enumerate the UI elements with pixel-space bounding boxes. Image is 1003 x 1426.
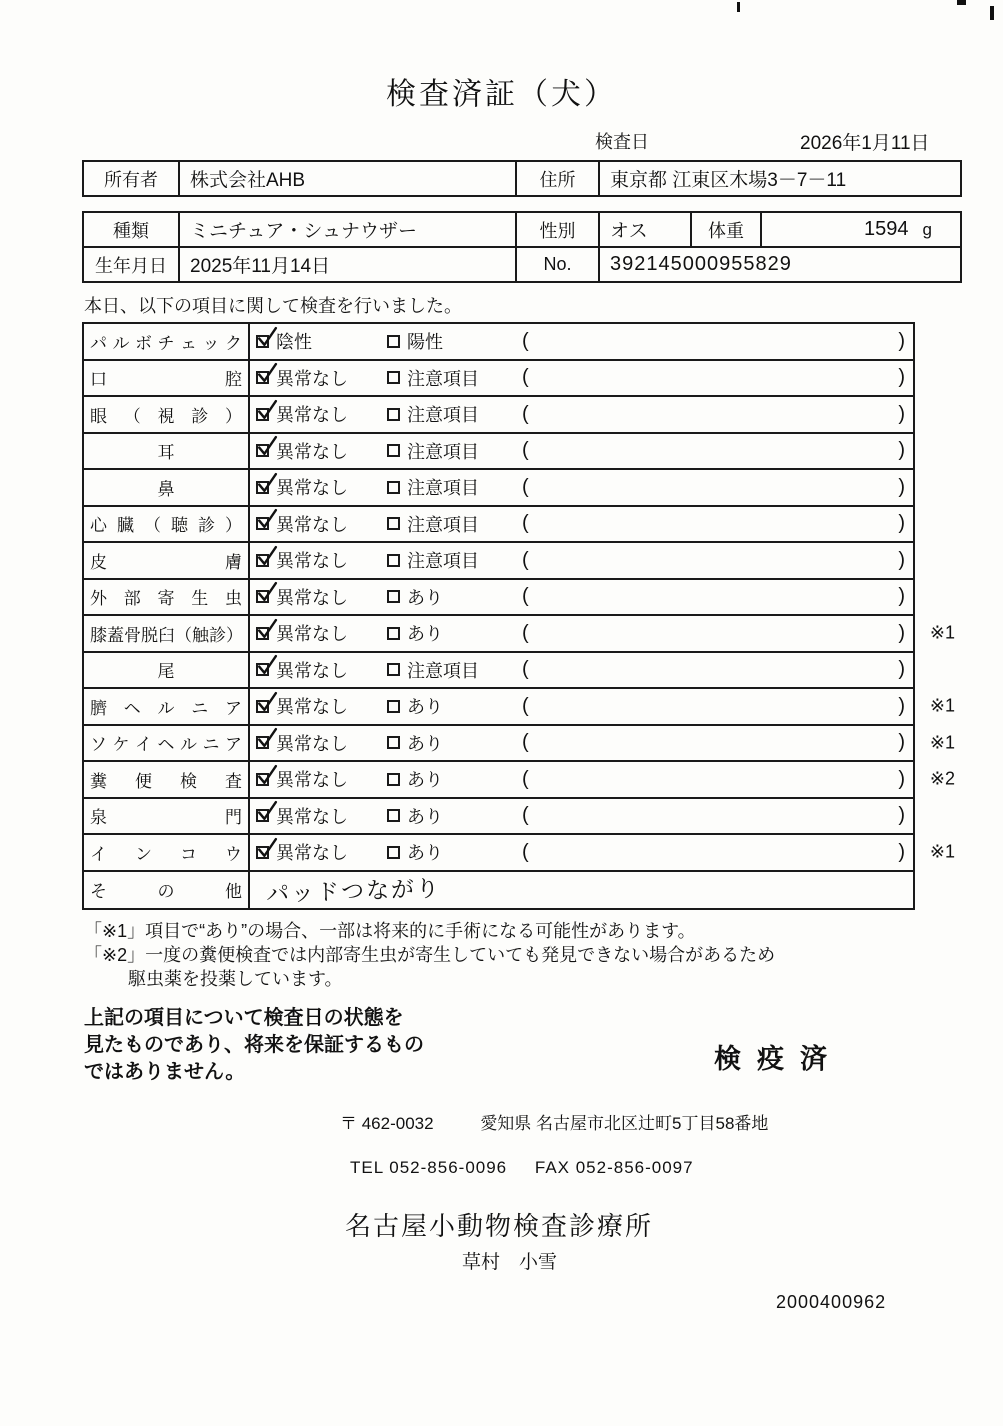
clinic-address: 愛知県 名古屋市北区辻町5丁目58番地 xyxy=(480,1114,769,1133)
pet-table xyxy=(82,211,962,283)
result-option-normal xyxy=(256,474,387,500)
close-paren-label: ) xyxy=(898,658,905,681)
close-paren-label: ) xyxy=(898,329,905,352)
checkbox-checked-icon xyxy=(256,846,269,859)
close-paren-label: ) xyxy=(898,548,905,571)
disclaimer-line3: ではありません。 xyxy=(84,1061,246,1083)
result-option-label: 異常なし xyxy=(276,806,348,827)
result-option-normal xyxy=(256,730,387,756)
result-option-label: 異常なし xyxy=(276,660,348,681)
checkbox-unchecked-icon xyxy=(387,809,400,822)
result-option-label: 陽性 xyxy=(407,332,443,353)
result-option-flag xyxy=(387,438,522,464)
result-option-label: 異常なし xyxy=(276,478,348,499)
result-option-normal xyxy=(256,365,387,391)
scan-artifact xyxy=(990,6,994,20)
result-option-normal xyxy=(256,438,387,464)
open-paren-label: ( xyxy=(522,658,529,681)
no-label: No. xyxy=(516,247,599,282)
open-paren-label: ( xyxy=(522,731,529,754)
result-option-flag xyxy=(387,657,522,683)
checkbox-unchecked-icon xyxy=(387,846,400,859)
checkbox-checked-icon xyxy=(256,663,269,676)
result-option-label: 異常なし xyxy=(276,843,348,864)
item-name: 口 腔 xyxy=(84,361,250,396)
item-result xyxy=(250,872,913,909)
checkbox-checked-icon xyxy=(256,809,269,822)
disclaimer-line1: 上記の項目について検査日の状態を xyxy=(84,1007,404,1029)
birth-label: 生年月日 xyxy=(83,247,179,282)
open-paren-label: ( xyxy=(522,475,529,498)
item-name: そ の 他 xyxy=(84,872,250,909)
footnote-1: 「※1」項目で“あり”の場合、一部は将来的に手術になる可能性があります。 xyxy=(84,921,696,941)
disclaimer-section xyxy=(84,1005,1003,1097)
result-option-normal xyxy=(256,401,387,427)
footnote-2-line2: 駆虫薬を投薬しています。 xyxy=(128,969,343,989)
result-option-flag xyxy=(387,328,522,354)
inspection-row xyxy=(84,726,955,763)
item-result xyxy=(250,397,913,432)
result-option-normal xyxy=(256,328,387,354)
item-result xyxy=(250,653,913,688)
open-paren-label: ( xyxy=(522,402,529,425)
item-result xyxy=(250,507,913,542)
breed-row xyxy=(83,212,961,247)
result-option-label: 陰性 xyxy=(276,332,312,353)
checkbox-unchecked-icon xyxy=(387,371,400,384)
checkbox-unchecked-icon xyxy=(387,481,400,494)
disclaimer-text xyxy=(84,1005,1003,1086)
scan-artifact xyxy=(737,2,740,12)
close-paren-label: ) xyxy=(898,475,905,498)
clinic-postal: 〒 462-0032 xyxy=(340,1114,434,1133)
item-name: 臍 ヘ ル ニ ア xyxy=(84,689,250,724)
open-paren-label: ( xyxy=(522,694,529,717)
item-name: ソ ケ イ ヘ ル ニ ア xyxy=(84,726,250,761)
open-paren-label: ( xyxy=(522,840,529,863)
result-option-label: 異常なし xyxy=(276,405,348,426)
owner-table xyxy=(82,160,962,197)
open-paren-label: ( xyxy=(522,366,529,389)
result-option-flag xyxy=(387,584,522,610)
inspection-date-label: 検査日 xyxy=(595,132,649,152)
inspection-date-value: 2026年1月11日 xyxy=(800,133,930,154)
item-result xyxy=(250,799,913,834)
vet-name: 草村 小雪 xyxy=(462,1252,558,1273)
weight-cell xyxy=(761,212,961,247)
checkbox-unchecked-icon xyxy=(387,335,400,348)
birth-row xyxy=(83,247,961,282)
item-name: 耳 xyxy=(84,434,250,469)
row-footnote-mark: ※1 xyxy=(929,695,955,716)
inspection-row xyxy=(84,653,913,690)
result-option-normal xyxy=(256,693,387,719)
result-option-flag xyxy=(387,547,522,573)
result-option-label: あり xyxy=(407,843,443,864)
result-option-label: 注意項目 xyxy=(407,551,479,572)
weight-unit: g xyxy=(922,219,932,239)
checkbox-checked-icon xyxy=(256,371,269,384)
result-option-label: 異常なし xyxy=(276,624,348,645)
result-option-label: 注意項目 xyxy=(407,660,479,681)
checkbox-checked-icon xyxy=(256,517,269,530)
checkbox-checked-icon xyxy=(256,590,269,603)
no-value: 392145000955829 xyxy=(599,247,961,282)
item-name: パ ル ボ チ ェ ッ ク xyxy=(84,324,250,359)
open-paren-label: ( xyxy=(522,512,529,535)
row-footnote-mark: ※1 xyxy=(929,622,955,643)
close-paren-label: ) xyxy=(898,366,905,389)
item-name: 外 部 寄 生 虫 xyxy=(84,580,250,615)
checkbox-checked-icon xyxy=(256,408,269,421)
clinic-phone-line xyxy=(350,1158,1003,1178)
birth-value: 2025年11月14日 xyxy=(179,247,516,282)
result-option-label: 異常なし xyxy=(276,587,348,608)
close-paren-label: ) xyxy=(898,767,905,790)
item-result xyxy=(250,470,913,505)
inspection-row xyxy=(84,616,955,653)
result-option-flag xyxy=(387,474,522,500)
result-option-label: あり xyxy=(407,806,443,827)
result-option-flag xyxy=(387,803,522,829)
inspection-row xyxy=(84,543,913,580)
inspection-row xyxy=(84,872,913,909)
item-name: 糞 便 検 査 xyxy=(84,762,250,797)
close-paren-label: ) xyxy=(898,694,905,717)
disclaimer-line2: 見たものであり、将来を保証するもの xyxy=(84,1034,424,1056)
close-paren-label: ) xyxy=(898,804,905,827)
result-option-label: あり xyxy=(407,587,443,608)
row-footnote-mark: ※2 xyxy=(929,768,955,789)
checkbox-unchecked-icon xyxy=(387,773,400,786)
result-option-label: 異常なし xyxy=(276,514,348,535)
weight-label: 体重 xyxy=(691,212,761,247)
result-option-normal xyxy=(256,839,387,865)
item-result xyxy=(250,762,913,797)
result-option-flag xyxy=(387,365,522,391)
row-footnote-mark: ※1 xyxy=(929,841,955,862)
sex-label: 性別 xyxy=(516,212,599,247)
result-option-label: あり xyxy=(407,770,443,791)
item-name: イ ン コ ウ xyxy=(84,835,250,870)
owner-address: 東京都 江東区木場3－7－11 xyxy=(599,161,961,196)
handwritten-note: パッドつながり xyxy=(265,875,442,908)
owner-label: 所有者 xyxy=(83,161,179,196)
result-option-flag xyxy=(387,401,522,427)
result-option-flag xyxy=(387,839,522,865)
result-option-label: 異常なし xyxy=(276,368,348,389)
footnote-2-line1: 「※2」一度の糞便検査では内部寄生虫が寄生していても発見できない場合があるため xyxy=(84,945,776,965)
page-title: 検査済証（犬） xyxy=(386,78,617,111)
checkbox-checked-icon xyxy=(256,736,269,749)
owner-row xyxy=(83,161,961,196)
result-option-normal xyxy=(256,803,387,829)
inspection-row xyxy=(84,799,913,836)
item-result xyxy=(250,361,913,396)
inspection-row xyxy=(84,324,913,361)
result-option-label: 注意項目 xyxy=(407,478,479,499)
close-paren-label: ) xyxy=(898,621,905,644)
result-option-label: 注意項目 xyxy=(407,514,479,535)
result-option-flag xyxy=(387,620,522,646)
checkbox-unchecked-icon xyxy=(387,444,400,457)
result-option-normal xyxy=(256,766,387,792)
intro-text: 本日、以下の項目に関して検査を行いました。 xyxy=(84,296,462,316)
item-name: 心 臓 （ 聴 診 ） xyxy=(84,507,250,542)
clinic-tel: TEL 052-856-0096 xyxy=(350,1158,508,1177)
open-paren-label: ( xyxy=(522,621,529,644)
owner-name: 株式会社AHB xyxy=(179,161,516,196)
checkbox-unchecked-icon xyxy=(387,517,400,530)
result-option-normal xyxy=(256,584,387,610)
result-option-normal xyxy=(256,511,387,537)
item-result xyxy=(250,434,913,469)
inspection-row xyxy=(84,689,955,726)
quarantine-stamp: 検疫済 xyxy=(714,1044,843,1074)
checkbox-unchecked-icon xyxy=(387,590,400,603)
checkbox-unchecked-icon xyxy=(387,700,400,713)
result-option-label: 異常なし xyxy=(276,441,348,462)
result-option-label: 異常なし xyxy=(276,733,348,754)
open-paren-label: ( xyxy=(522,548,529,571)
checkbox-unchecked-icon xyxy=(387,408,400,421)
result-option-label: あり xyxy=(407,697,443,718)
item-name: 眼 （ 視 診 ） xyxy=(84,397,250,432)
checkbox-checked-icon xyxy=(256,335,269,348)
result-option-flag xyxy=(387,693,522,719)
result-option-normal xyxy=(256,657,387,683)
close-paren-label: ) xyxy=(898,731,905,754)
item-result xyxy=(250,580,913,615)
result-option-label: 注意項目 xyxy=(407,368,479,389)
doc-number: 2000400962 xyxy=(776,1292,887,1312)
result-option-label: 異常なし xyxy=(276,770,348,791)
inspection-row xyxy=(84,507,913,544)
result-option-flag xyxy=(387,730,522,756)
result-option-label: 異常なし xyxy=(276,697,348,718)
result-option-label: 注意項目 xyxy=(407,441,479,462)
checkbox-unchecked-icon xyxy=(387,627,400,640)
checkbox-checked-icon xyxy=(256,700,269,713)
result-option-flag xyxy=(387,511,522,537)
checkbox-checked-icon xyxy=(256,627,269,640)
result-option-label: あり xyxy=(407,624,443,645)
inspection-row xyxy=(84,580,913,617)
open-paren-label: ( xyxy=(522,329,529,352)
result-option-flag xyxy=(387,766,522,792)
checkbox-checked-icon xyxy=(256,554,269,567)
sex-value: オス xyxy=(599,212,691,247)
open-paren-label: ( xyxy=(522,767,529,790)
inspection-row xyxy=(84,835,955,872)
checkbox-checked-icon xyxy=(256,773,269,786)
footnotes xyxy=(84,919,1003,991)
item-result xyxy=(250,726,913,761)
item-name: 膝 蓋 骨 脱 臼 （ 触 診 ） xyxy=(84,616,250,651)
item-result xyxy=(250,543,913,578)
result-option-label: 注意項目 xyxy=(407,405,479,426)
address-label: 住所 xyxy=(516,161,599,196)
inspection-row xyxy=(84,361,913,398)
item-name: 泉 門 xyxy=(84,799,250,834)
clinic-address-line xyxy=(340,1109,1003,1134)
inspection-date-row xyxy=(0,128,1003,154)
checkbox-checked-icon xyxy=(256,481,269,494)
inspection-table xyxy=(82,322,955,910)
checkbox-unchecked-icon xyxy=(387,736,400,749)
item-result xyxy=(250,689,913,724)
checkbox-unchecked-icon xyxy=(387,663,400,676)
item-result xyxy=(250,835,913,870)
close-paren-label: ) xyxy=(898,512,905,535)
clinic-fax: FAX 052-856-0097 xyxy=(534,1158,694,1177)
item-name: 鼻 xyxy=(84,470,250,505)
scan-artifact xyxy=(957,0,966,5)
result-option-label: 異常なし xyxy=(276,551,348,572)
item-name: 皮 膚 xyxy=(84,543,250,578)
checkbox-unchecked-icon xyxy=(387,554,400,567)
result-option-normal xyxy=(256,620,387,646)
open-paren-label: ( xyxy=(522,585,529,608)
result-option-label: あり xyxy=(407,733,443,754)
close-paren-label: ) xyxy=(898,840,905,863)
breed-value: ミニチュア・シュナウザー xyxy=(179,212,516,247)
inspection-row xyxy=(84,470,913,507)
close-paren-label: ) xyxy=(898,585,905,608)
item-result xyxy=(250,616,913,651)
result-option-normal xyxy=(256,547,387,573)
close-paren-label: ) xyxy=(898,439,905,462)
row-footnote-mark: ※1 xyxy=(929,732,955,753)
weight-value: 1594 xyxy=(864,218,909,240)
item-name: 尾 xyxy=(84,653,250,688)
inspection-row xyxy=(84,434,913,471)
item-result xyxy=(250,324,913,359)
close-paren-label: ) xyxy=(898,402,905,425)
open-paren-label: ( xyxy=(522,439,529,462)
checkbox-checked-icon xyxy=(256,444,269,457)
inspection-row xyxy=(84,397,913,434)
breed-label: 種類 xyxy=(83,212,179,247)
inspection-row xyxy=(84,762,955,799)
open-paren-label: ( xyxy=(522,804,529,827)
clinic-name: 名古屋小動物検査診療所 xyxy=(345,1211,654,1241)
